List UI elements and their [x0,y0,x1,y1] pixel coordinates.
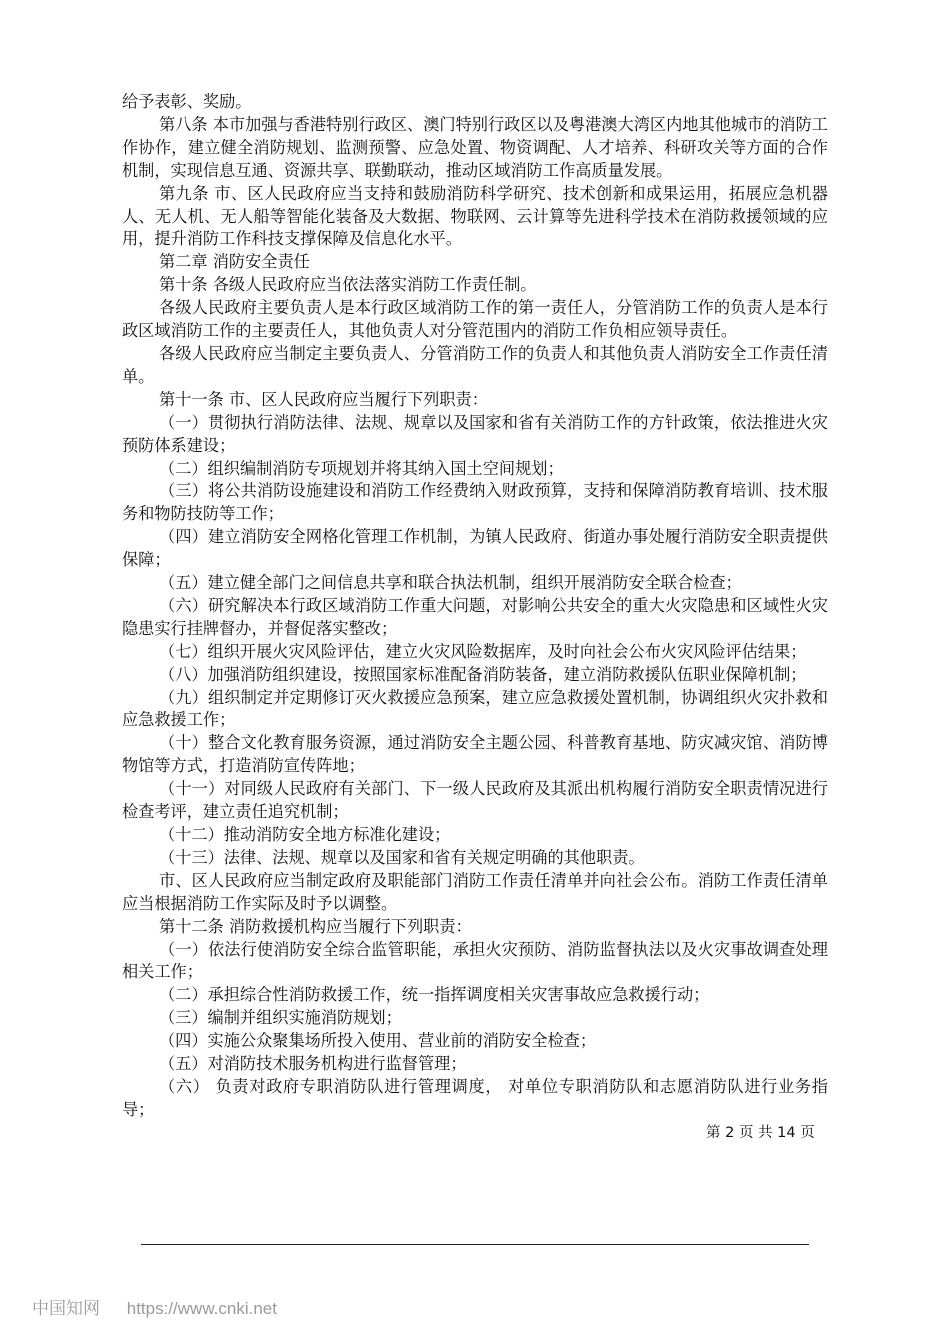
document-body [122,91,828,1122]
body-paragraph: （八）加强消防组织建设，按照国家标准配备消防装备，建立消防救援队伍职业保障机制； [159,664,807,684]
body-paragraph: （四）实施公众聚集场所投入使用、营业前的消防安全检查； [159,1031,597,1051]
watermark-url: https://www.cnki.net [126,1299,277,1318]
body-paragraph: （五）建立健全部门之间信息共享和联合执法机制，组织开展消防安全联合检查； [159,573,742,593]
body-paragraph: （二）承担综合性消防救援工作，统一指挥调度相关灾害事故应急救援行动； [159,985,710,1005]
body-paragraph: 第九条 市、区人民政府应当支持和鼓励消防科学研究、技术创新和成果运用，拓展应急机器人、无人机、无人船等智能化装备及大数据、物联网、云计算等先进科学技术在消防救援领域的应用，提升消防工作科技支撑保障及信息化水平。 [122,183,828,249]
body-paragraph: 给予表彰、奖励。 [122,92,252,111]
body-paragraph: 市、区人民政府应当制定政府及职能部门消防工作责任清单并向社会公布。消防工作责任清单应当根据消防工作实际及时予以调整。 [122,870,828,913]
body-paragraph: （十三）法律、法规、规章以及国家和省有关规定明确的其他职责。 [159,847,645,867]
body-paragraph: （七）组织开展火灾风险评估，建立火灾风险数据库，及时向社会公布火灾风险评估结果； [159,641,807,661]
body-paragraph: （十一）对同级人民政府有关部门、下一级人民政府及其派出机构履行消防安全职责情况进行检查考评，建立责任追究机制； [122,779,828,822]
watermark [32,1294,277,1319]
body-paragraph: （一）贯彻执行消防法律、法规、规章以及国家和省有关消防工作的方针政策，依法推进火灾预防体系建设； [122,412,828,455]
body-paragraph: 第十二条 消防救援机构应当履行下列职责： [159,916,472,936]
page-number: 第 2 页 共 14 页 [706,1125,815,1141]
body-paragraph: 各级人民政府应当制定主要负责人、分管消防工作的负责人和其他负责人消防安全工作责任清单。 [122,343,828,386]
body-paragraph: （六） 负责对政府专职消防队进行管理调度， 对单位专职消防队和志愿消防队进行业务指导； [122,1076,828,1119]
body-paragraph: 第八条 本市加强与香港特别行政区、澳门特别行政区以及粤港澳大湾区内地其他城市的消防工作协作，建立健全消防规划、监测预警、应急处置、物资调配、人才培养、科研攻关等方面的合作机制，实现信息互通、资源共享、联勤联动，推动区域消防工作高质量发展。 [122,114,828,180]
body-paragraph: （二）组织编制消防专项规划并将其纳入国土空间规划； [159,458,564,478]
body-paragraph: （四）建立消防安全网格化管理工作机制，为镇人民政府、街道办事处履行消防安全职责提供保障； [122,527,828,570]
body-paragraph: （五）对消防技术服务机构进行监督管理； [159,1054,467,1074]
body-paragraph: （六）研究解决本行政区域消防工作重大问题，对影响公共安全的重大火灾隐患和区域性火灾隐患实行挂牌督办，并督促落实整改； [122,595,828,638]
body-paragraph: （三）将公共消防设施建设和消防工作经费纳入财政预算，支持和保障消防教育培训、技术服务和物防技防等工作； [122,481,828,524]
body-paragraph: （十）整合文化教育服务资源，通过消防安全主题公园、科普教育基地、防灾减灾馆、消防博物馆等方式，打造消防宣传阵地； [122,733,828,776]
watermark-brand: 中国知网 [32,1299,100,1318]
body-paragraph: （九）组织制定并定期修订灭火救援应急预案，建立应急救援处置机制，协调组织火灾扑救和应急救援工作； [122,687,828,730]
body-paragraph: （三）编制并组织实施消防规划； [159,1008,402,1028]
body-paragraph: 第十条 各级人民政府应当依法落实消防工作责任制。 [159,275,537,295]
body-paragraph: 各级人民政府主要负责人是本行政区域消防工作的第一责任人，分管消防工作的负责人是本行政区域消防工作的主要责任人，其他负责人对分管范围内的消防工作负相应领导责任。 [122,298,828,341]
body-paragraph: （十二）推动消防安全地方标准化建设； [159,825,451,844]
body-paragraph: 第十一条 市、区人民政府应当履行下列职责： [159,389,488,409]
body-paragraph: 第二章 消防安全责任 [159,252,310,272]
body-paragraph: （一）依法行使消防安全综合监管职能，承担火灾预防、消防监督执法以及火灾事故调查处理相关工作； [122,939,828,982]
footer-divider [141,1244,809,1245]
